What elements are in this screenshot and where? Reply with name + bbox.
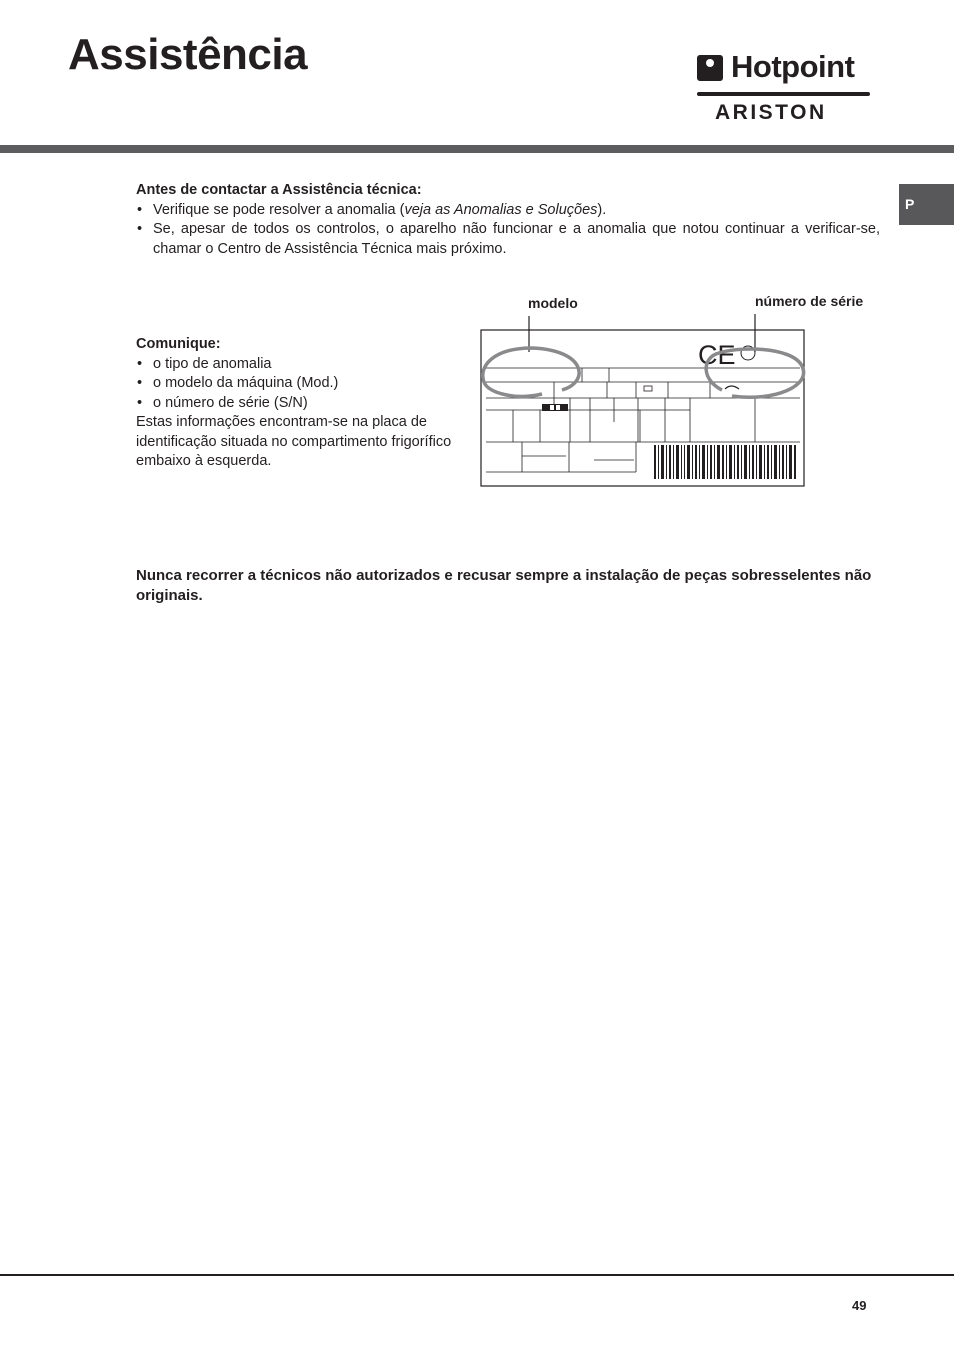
logo-mark-icon <box>697 55 723 81</box>
logo-sub: ARISTON <box>715 101 827 124</box>
header-rule <box>0 145 954 153</box>
list-item: • o tipo de anomalia <box>136 355 461 375</box>
intro-list <box>136 201 880 260</box>
model-label: modelo <box>528 295 578 311</box>
list-item: • Se, apesar de todos os controlos, o aparelho não funcionar e a anomalia que notou continuar a verificar-se, chamar o Centro de Assistência Técnica mais próximo. <box>136 220 880 259</box>
item1-prefix: Verifique se pode resolver a anomalia ( <box>153 201 405 218</box>
rating-plate-illustration <box>470 310 815 490</box>
intro-heading: Antes de contactar a Assistência técnica: <box>136 182 422 198</box>
intro-section <box>136 181 880 259</box>
list-item: • o modelo da máquina (Mod.) <box>136 374 461 394</box>
logo-divider <box>697 92 870 96</box>
comunique-section <box>136 335 461 472</box>
rating-plate-border <box>481 330 804 486</box>
comunique-list <box>136 355 461 414</box>
list-item <box>136 201 880 221</box>
ce-mark-icon: CE <box>698 340 736 370</box>
serial-number-label: número de série <box>755 293 864 309</box>
hotpoint-ariston-logo <box>697 49 872 127</box>
list-item: • o número de série (S/N) <box>136 394 461 414</box>
unauthorized-technicians-warning: Nunca recorrer a técnicos não autorizados e recusar sempre a instalação de peças sobresselentes não originais. <box>136 567 872 604</box>
logo-brand: Hotpoint <box>731 49 855 84</box>
item1-suffix: ). <box>597 201 607 218</box>
page-title: Assistência <box>68 30 308 79</box>
footer-rule <box>0 1274 954 1276</box>
plate-location-note: Estas informações encontram-se na placa de identificação situada no compartimento frigorífico embaixo à esquerda. <box>136 414 452 469</box>
energy-class-icon <box>542 404 568 411</box>
comunique-heading: Comunique: <box>136 336 221 352</box>
page-number: 49 <box>852 1298 867 1313</box>
item1-reference: veja as Anomalias e Soluções <box>404 201 598 218</box>
language-tab: P <box>899 184 954 225</box>
